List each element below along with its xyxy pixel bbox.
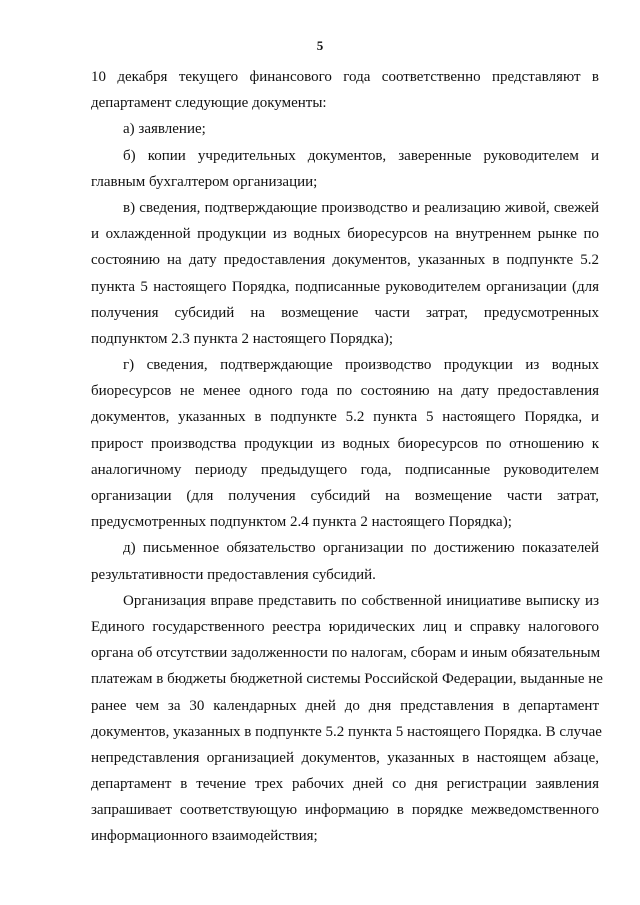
text-line: документов, указанных в подпункте 5.2 пункта 5 настоящего Порядка. В случае	[91, 723, 602, 740]
text-line: организации (для получения субсидий на возмещение части затрат,	[91, 488, 599, 504]
text-line: Организация вправе представить по собственной инициативе выписку из	[123, 592, 599, 609]
text-line: пункта 5 настоящего Порядка, подписанные руководителем организации (для	[91, 278, 599, 295]
paragraph-p6	[91, 588, 603, 850]
text-line: органа об отсутствии задолженности по налогам, сборам и иным обязательным	[91, 645, 601, 662]
paragraph-p2	[91, 143, 599, 195]
text-line: и охлажденной продукции из водных биоресурсов на внутреннем рынке по	[91, 226, 599, 243]
paragraph-p1	[91, 116, 599, 142]
text-line: биоресурсов не менее одного года по состоянию на дату предоставления	[91, 383, 599, 400]
text-line: 10 декабря текущего финансового года соответственно представляют в	[91, 69, 599, 85]
text-line: департамент в течение трех рабочих дней со дня регистрации заявления	[91, 776, 599, 793]
paragraph-p3	[91, 195, 599, 352]
text-line: главным бухгалтером организации;	[91, 173, 318, 190]
text-line: получения субсидий на возмещение части затрат, предусмотренных	[91, 304, 599, 321]
text-line: непредставления организацией документов, указанных в настоящем абзаце,	[91, 749, 599, 766]
text-line: прирост производства продукции из водных биоресурсов по отношению к	[91, 435, 599, 452]
text-line: документов, указанных в подпункте 5.2 пункта 5 настоящего Порядка, и	[91, 409, 599, 426]
text-line: департамент следующие документы:	[91, 95, 327, 112]
text-line: б) копии учредительных документов, заверенные руководителем и	[123, 147, 599, 164]
paragraph-p0	[91, 64, 599, 116]
text-line: предусмотренных подпунктом 2.4 пункта 2 настоящего Порядка);	[91, 514, 512, 531]
text-line: в) сведения, подтверждающие производство и реализацию живой, свежей	[123, 199, 599, 216]
text-line: подпунктом 2.3 пункта 2 настоящего Порядка);	[91, 330, 394, 347]
text-line: аналогичному периоду предыдущего года, подписанные руководителем	[91, 461, 599, 478]
document-body	[91, 64, 603, 850]
text-line: платежам в бюджеты бюджетной системы Российской Федерации, выданные не	[91, 671, 603, 688]
text-line: г) сведения, подтверждающие производство продукции из водных	[123, 357, 599, 374]
text-line: д) письменное обязательство организации по достижению показателей	[123, 540, 599, 557]
text-line: Единого государственного реестра юридических лиц и справку налогового	[91, 618, 599, 635]
text-line: ранее чем за 30 календарных дней до дня представления в департамент	[91, 697, 599, 714]
paragraph-p5	[91, 535, 599, 587]
paragraph-p4	[91, 352, 599, 535]
text-line: результативности предоставления субсидий.	[91, 566, 376, 583]
text-line: а) заявление;	[123, 121, 206, 138]
text-line: информационного взаимодействия;	[91, 828, 318, 845]
page-number: 5	[316, 38, 324, 53]
text-line: состоянию на дату предоставления документов, указанных в подпункте 5.2	[91, 252, 599, 269]
text-line: запрашивает соответствующую информацию в порядке межведомственного	[91, 802, 599, 819]
